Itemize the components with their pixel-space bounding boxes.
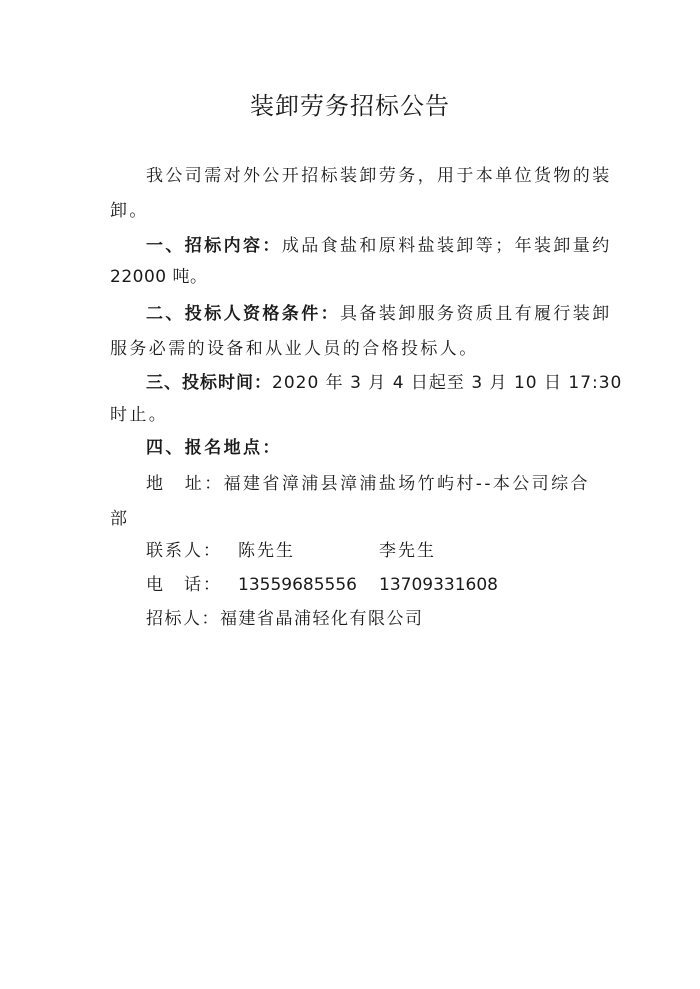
section1-line-2: 22000 吨。: [110, 267, 208, 287]
address-text-1: 福建省漳浦县漳浦盐场竹屿村--本公司综合: [223, 474, 590, 494]
section1-line-1: [146, 234, 610, 258]
tenderer-label: 招标人：: [146, 609, 220, 629]
contacts-label: 联系人：: [146, 541, 222, 561]
contact-person-1: 陈先生: [238, 541, 295, 561]
phone-2: 13709331608: [379, 575, 498, 595]
section2-line-2: 服务必需的设备和从业人员的合格投标人。: [110, 339, 479, 359]
section2-line-1: [146, 302, 610, 326]
phones-row: [146, 573, 610, 597]
section3-line-1: [146, 371, 623, 395]
section1-heading: 一、招标内容：: [146, 236, 282, 256]
section4-heading: 四、报名地点：: [146, 438, 282, 458]
section3-text-1: 2020 年 3 月 4 日起至 3 月 10 日 17:30: [272, 373, 623, 393]
document-title: 装卸劳务招标公告: [250, 92, 450, 120]
contacts-row: [146, 539, 610, 563]
intro-line-1: 我公司需对外公开招标装卸劳务，用于本单位货物的装: [146, 166, 612, 186]
tenderer-line: [146, 607, 610, 631]
section1-text-1: 成品食盐和原料盐装卸等；年装卸量约: [281, 236, 612, 256]
contact-person-2: 李先生: [379, 541, 436, 561]
section2-text-1: 具备装卸服务资质且有履行装卸: [340, 304, 612, 324]
address-line-2: 部: [110, 509, 130, 529]
section3-heading: 三、投标时间：: [146, 373, 272, 393]
intro-line-2: 卸。: [110, 201, 149, 221]
address-line-1: [146, 472, 610, 496]
section3-line-2: 时止。: [110, 405, 169, 425]
tenderer-name: 福建省晶浦轻化有限公司: [220, 609, 424, 629]
address-label: 地 址：: [146, 474, 224, 494]
phone-1: 13559685556: [238, 575, 357, 595]
phones-label: 电 话：: [146, 575, 222, 595]
section2-heading: 二、投标人资格条件：: [146, 304, 340, 324]
